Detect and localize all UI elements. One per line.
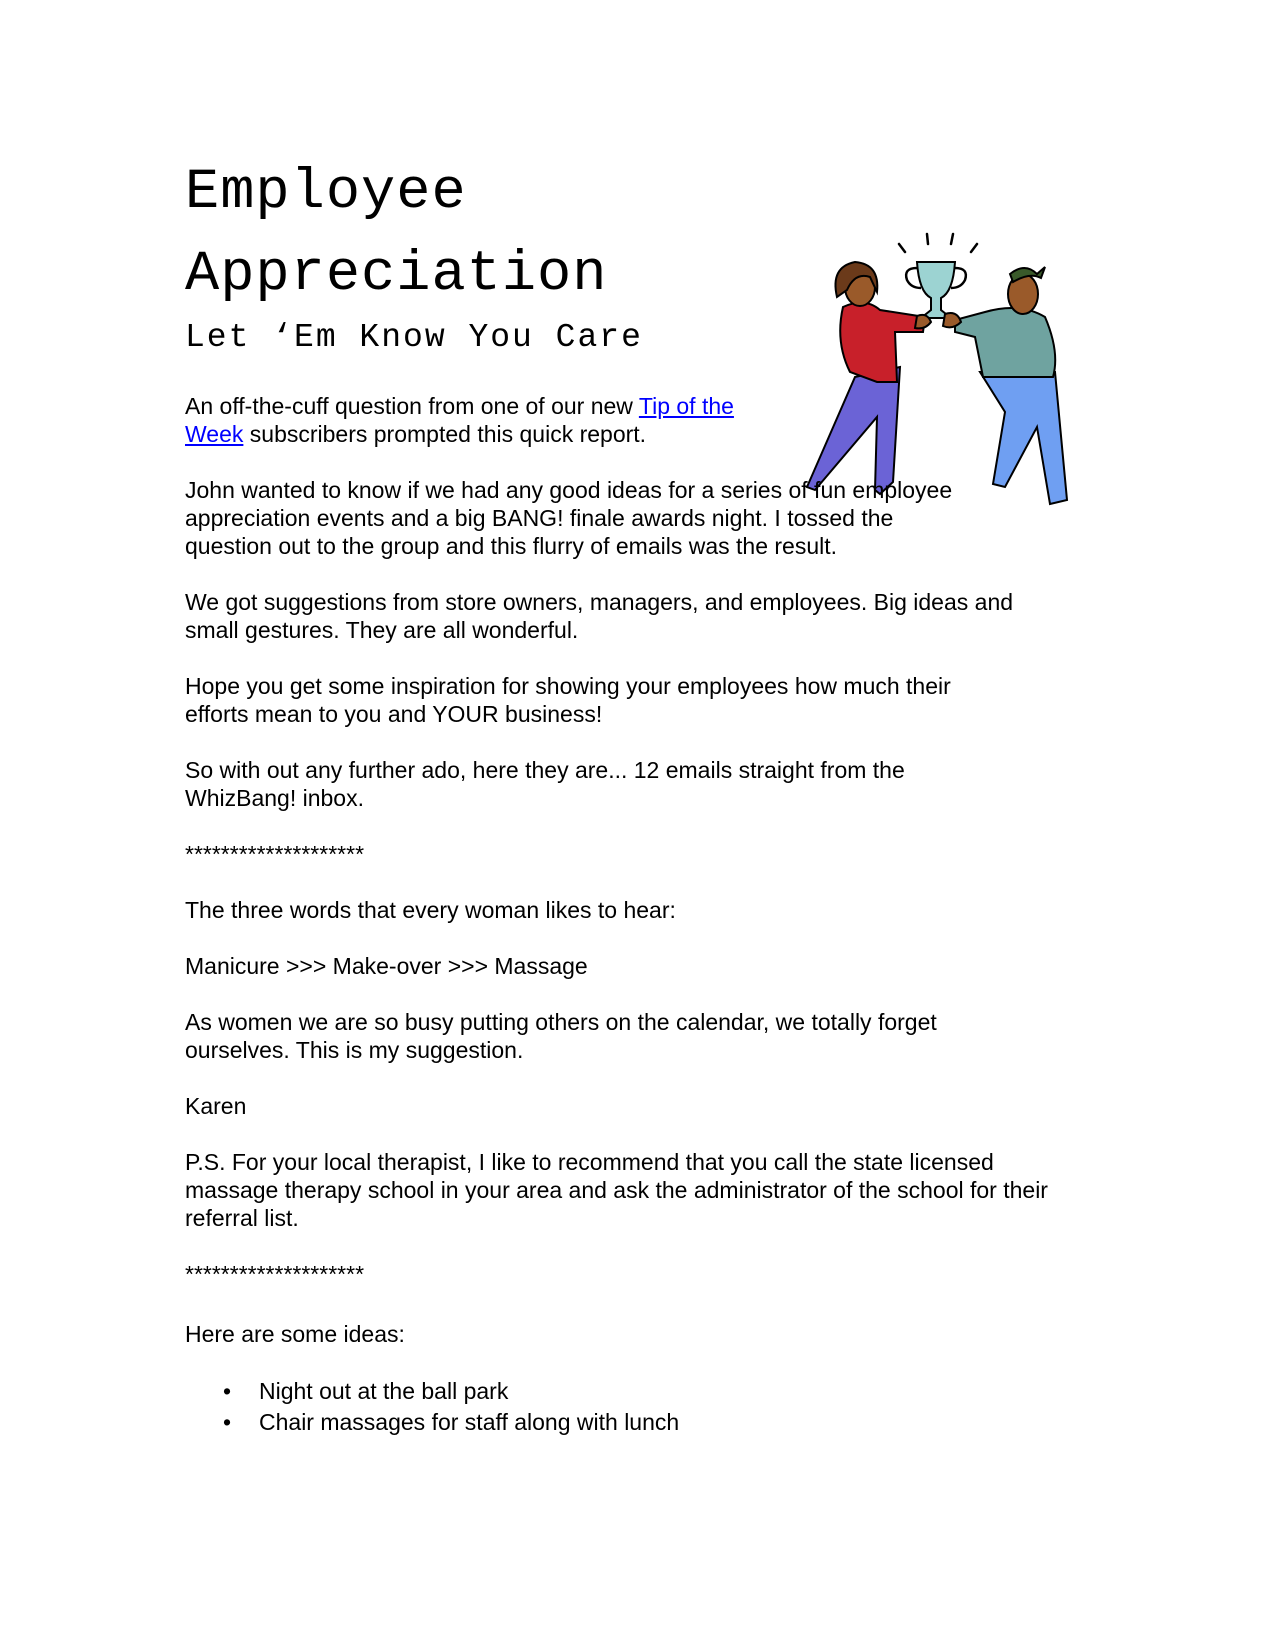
hope-paragraph: Hope you get some inspiration for showing your employees how much their efforts mean to you and YOUR business! (185, 673, 951, 727)
title-line-2: Appreciation (185, 243, 608, 307)
page-subtitle: Let ‘Em Know You Care (185, 319, 643, 356)
bullet-icon: • (223, 1409, 232, 1435)
email1-lead: The three words that every woman likes to hear: (185, 897, 676, 923)
ideas-list (185, 1376, 1065, 1438)
list-item-text: Night out at the ball park (259, 1378, 509, 1404)
email1-list: Manicure >>> Make-over >>> Massage (185, 953, 588, 979)
list-item (185, 1376, 1065, 1407)
document-body (185, 392, 1065, 1438)
sparkle-lines-icon (899, 234, 977, 252)
email2-lead: Here are some ideas: (185, 1321, 405, 1347)
title-line-1: Employee (185, 161, 467, 225)
page-title (185, 152, 607, 316)
intro-paragraph (185, 392, 785, 448)
trophy-icon (917, 262, 955, 318)
email1-text: As women we are so busy putting others on the calendar, we totally forget ourselves. This is my suggestion. (185, 1009, 937, 1063)
list-item (185, 1407, 1065, 1438)
john-paragraph: John wanted to know if we had any good ideas for a series of fun employee appreciation events and a big BANG! finale awards night. I tossed the question out to the group and this flurry of emails was the result. (185, 477, 953, 559)
woman-hands (915, 315, 931, 329)
bullet-icon: • (223, 1378, 232, 1404)
intro-text-before: An off-the-cuff question from one of our new (185, 393, 639, 419)
email1-ps: P.S. For your local therapist, I like to recommend that you call the state licensed massage therapy school in your area and ask the administrator of the school for their referral list. (185, 1149, 1048, 1231)
email1-signature: Karen (185, 1093, 247, 1119)
woman-shirt (840, 303, 925, 382)
tip-of-the-week-link[interactable]: Tip of the Week (185, 393, 734, 447)
list-item-text: Chair massages for staff along with lunch (259, 1409, 680, 1435)
separator-line: ******************** (185, 841, 365, 867)
separator-line-2: ******************** (185, 1261, 365, 1287)
intro-text-after: subscribers prompted this quick report. (243, 421, 647, 447)
man-shirt (955, 308, 1055, 377)
suggestions-paragraph: We got suggestions from store owners, managers, and employees. Big ideas and small gestures. They are all wonderful. (185, 589, 1014, 643)
further-ado-paragraph: So with out any further ado, here they are... 12 emails straight from the WhizBang! inbox. (185, 757, 905, 811)
man-hands (943, 313, 961, 327)
